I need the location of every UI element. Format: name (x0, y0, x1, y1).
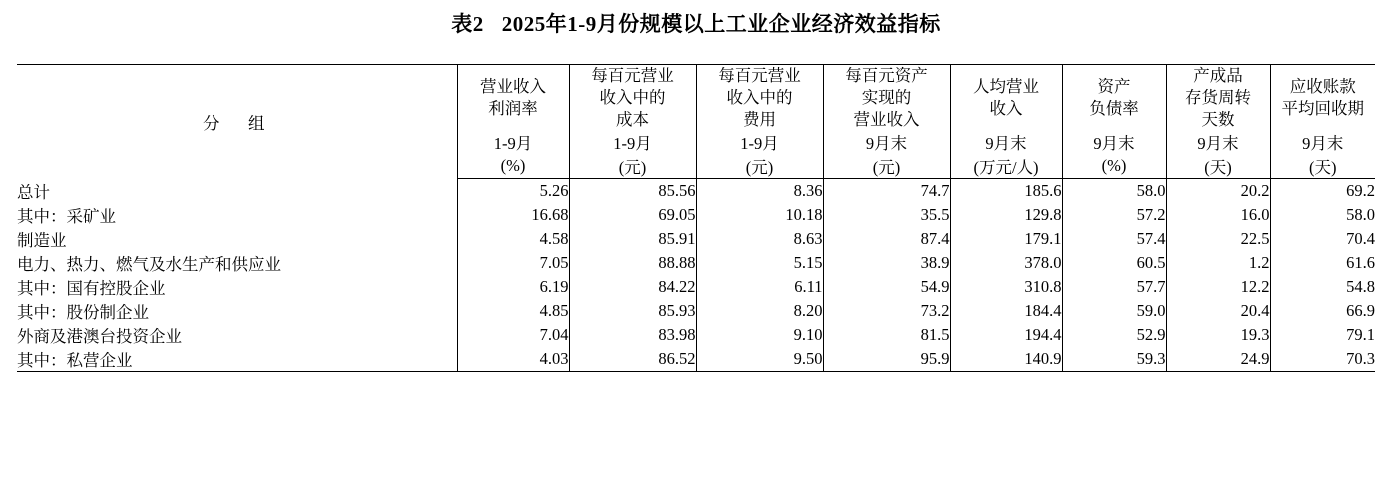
cell-value: 22.5 (1166, 227, 1270, 251)
col-period-2: 1-9月 (696, 130, 823, 154)
col-header-line: 存货周转 (1185, 87, 1251, 107)
cell-value: 70.3 (1270, 347, 1375, 372)
col-header-asset-liability-ratio (1062, 65, 1166, 131)
cell-value: 58.0 (1270, 203, 1375, 227)
cell-value: 7.05 (457, 251, 569, 275)
col-header-line: 实现的 (861, 87, 912, 107)
col-header-line: 利润率 (488, 98, 538, 118)
col-header-line: 营业收入 (853, 109, 920, 129)
table-number: 表2 (451, 12, 484, 36)
cell-value: 20.4 (1166, 299, 1270, 323)
cell-value: 54.8 (1270, 275, 1375, 299)
cell-value: 69.2 (1270, 179, 1375, 203)
col-period-3: 9月末 (823, 130, 950, 154)
col-header-line: 每百元资产 (845, 66, 928, 85)
cell-value: 20.2 (1166, 179, 1270, 203)
col-header-line: 产成品 (1193, 66, 1243, 85)
cell-value: 5.15 (696, 251, 823, 275)
col-header-line: 应收账款 (1289, 76, 1356, 96)
row-label: 其中：国有控股企业 (17, 278, 166, 298)
col-unit-7: (天) (1270, 154, 1375, 179)
table-body (17, 179, 1375, 372)
cell-value: 84.22 (569, 275, 696, 299)
cell-value: 66.9 (1270, 299, 1375, 323)
cell-value: 7.04 (457, 323, 569, 347)
cell-value: 81.5 (823, 323, 950, 347)
economic-indicators-table (17, 64, 1375, 372)
row-label: 总计 (17, 182, 50, 202)
cell-value: 1.2 (1166, 251, 1270, 275)
col-header-line: 收入中的 (726, 87, 793, 107)
cell-value: 4.58 (457, 227, 569, 251)
cell-value: 24.9 (1166, 347, 1270, 372)
col-header-profit-margin (457, 65, 569, 131)
table-row (17, 179, 1375, 203)
table-row (17, 299, 1375, 323)
cell-value: 85.91 (569, 227, 696, 251)
cell-value: 59.0 (1062, 299, 1166, 323)
cell-value: 35.5 (823, 203, 950, 227)
col-header-line: 成本 (616, 109, 649, 129)
col-header-expense-per-100 (696, 65, 823, 131)
cell-value: 57.7 (1062, 275, 1166, 299)
col-period-1: 1-9月 (569, 130, 696, 154)
cell-value: 16.68 (457, 203, 569, 227)
cell-value: 87.4 (823, 227, 950, 251)
cell-value: 85.56 (569, 179, 696, 203)
cell-value: 8.20 (696, 299, 823, 323)
page-title (0, 0, 1392, 38)
cell-value: 140.9 (950, 347, 1062, 372)
cell-value: 16.0 (1166, 203, 1270, 227)
cell-value: 57.2 (1062, 203, 1166, 227)
cell-value: 378.0 (950, 251, 1062, 275)
col-header-receivables-period (1270, 65, 1375, 131)
cell-value: 61.6 (1270, 251, 1375, 275)
cell-value: 69.05 (569, 203, 696, 227)
col-header-line: 天数 (1201, 109, 1235, 129)
col-period-0: 1-9月 (457, 130, 569, 154)
group-column-header: 分 组 (17, 65, 457, 179)
col-header-line: 收入中的 (599, 87, 666, 107)
cell-value: 185.6 (950, 179, 1062, 203)
table-row (17, 227, 1375, 251)
cell-value: 52.9 (1062, 323, 1166, 347)
cell-value: 6.11 (696, 275, 823, 299)
row-label: 其中：股份制企业 (17, 302, 149, 322)
cell-value: 19.3 (1166, 323, 1270, 347)
table-row (17, 203, 1375, 227)
table-row (17, 275, 1375, 299)
col-period-6: 9月末 (1166, 130, 1270, 154)
cell-value: 74.7 (823, 179, 950, 203)
cell-value: 60.5 (1062, 251, 1166, 275)
table-title-text: 2025年1-9月份规模以上工业企业经济效益指标 (501, 12, 941, 36)
col-unit-1: (元) (569, 154, 696, 179)
col-period-4: 9月末 (950, 130, 1062, 154)
cell-value: 9.10 (696, 323, 823, 347)
col-unit-0: (%) (457, 154, 569, 179)
cell-value: 54.9 (823, 275, 950, 299)
cell-value: 194.4 (950, 323, 1062, 347)
cell-value: 8.36 (696, 179, 823, 203)
cell-value: 4.03 (457, 347, 569, 372)
cell-value: 10.18 (696, 203, 823, 227)
col-unit-3: (元) (823, 154, 950, 179)
cell-value: 38.9 (823, 251, 950, 275)
cell-value: 59.3 (1062, 347, 1166, 372)
col-header-line: 每百元营业 (591, 66, 674, 85)
col-header-line: 营业收入 (480, 76, 546, 96)
col-period-7: 9月末 (1270, 130, 1375, 154)
col-unit-6: (天) (1166, 154, 1270, 179)
table-row (17, 251, 1375, 275)
table-header (17, 65, 1375, 179)
col-header-inventory-turnover-days (1166, 65, 1270, 131)
row-label: 其中：私营企业 (17, 347, 457, 372)
col-header-line: 人均营业 (973, 76, 1039, 96)
cell-value: 4.85 (457, 299, 569, 323)
col-header-line: 费用 (743, 109, 776, 129)
cell-value: 129.8 (950, 203, 1062, 227)
col-header-revenue-per-capita (950, 65, 1062, 131)
cell-value: 310.8 (950, 275, 1062, 299)
col-header-line: 资产 (1097, 76, 1131, 96)
cell-value: 58.0 (1062, 179, 1166, 203)
table-row (17, 347, 1375, 372)
cell-value: 86.52 (569, 347, 696, 372)
col-unit-5: (%) (1062, 154, 1166, 179)
cell-value: 12.2 (1166, 275, 1270, 299)
cell-value: 5.26 (457, 179, 569, 203)
col-header-line: 收入 (989, 98, 1023, 118)
col-header-line: 每百元营业 (718, 66, 801, 85)
cell-value: 184.4 (950, 299, 1062, 323)
cell-value: 6.19 (457, 275, 569, 299)
cell-value: 83.98 (569, 323, 696, 347)
cell-value: 179.1 (950, 227, 1062, 251)
cell-value: 9.50 (696, 347, 823, 372)
cell-value: 57.4 (1062, 227, 1166, 251)
cell-value: 73.2 (823, 299, 950, 323)
col-unit-4: (万元/人) (950, 154, 1062, 179)
cell-value: 79.1 (1270, 323, 1375, 347)
cell-value: 95.9 (823, 347, 950, 372)
col-header-line: 平均回收期 (1281, 98, 1364, 118)
row-label: 制造业 (17, 230, 67, 250)
table-row (17, 323, 1375, 347)
cell-value: 85.93 (569, 299, 696, 323)
cell-value: 70.4 (1270, 227, 1375, 251)
col-header-cost-per-100 (569, 65, 696, 131)
col-unit-2: (元) (696, 154, 823, 179)
cell-value: 8.63 (696, 227, 823, 251)
col-header-revenue-per-100-assets (823, 65, 950, 131)
row-label: 其中：采矿业 (17, 206, 116, 226)
row-label: 外商及港澳台投资企业 (17, 326, 182, 346)
col-header-line: 负债率 (1089, 98, 1139, 118)
cell-value: 88.88 (569, 251, 696, 275)
col-period-5: 9月末 (1062, 130, 1166, 154)
row-label: 电力、热力、燃气及水生产和供应业 (17, 254, 281, 274)
